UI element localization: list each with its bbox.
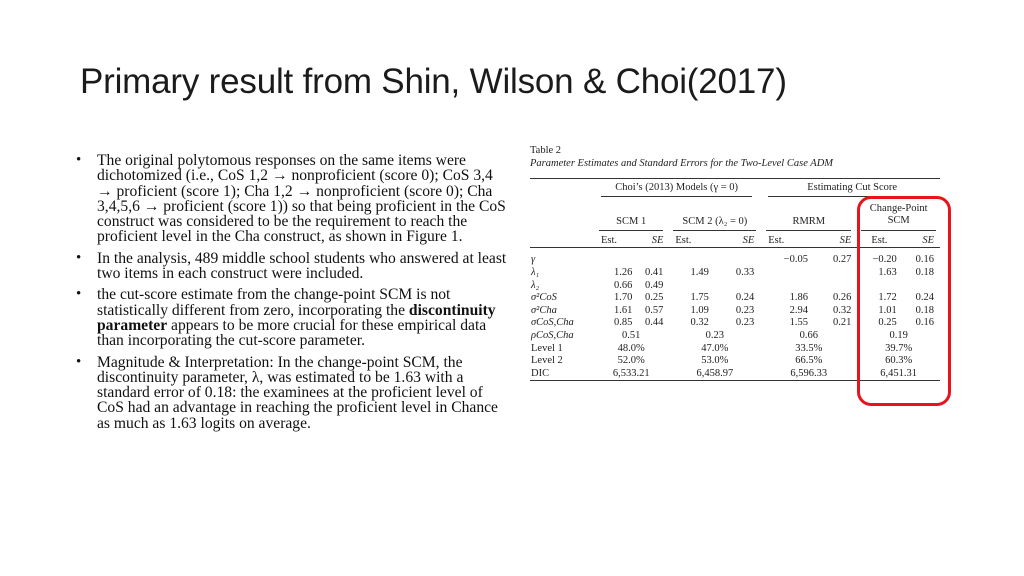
highlight-box xyxy=(857,196,951,406)
table-cell: 53.0% xyxy=(701,355,729,367)
table-cell: 1.55 xyxy=(789,317,808,329)
table-cell: 33.5% xyxy=(795,342,823,354)
table-cell: 0.26 xyxy=(832,292,852,304)
table-cell: 1.01 xyxy=(878,304,897,316)
table-cell: 0.33 xyxy=(735,266,755,278)
table-cell: 1.72 xyxy=(878,292,897,304)
table-cell: 0.16 xyxy=(915,254,934,266)
table-cell: 2.94 xyxy=(789,304,808,316)
slide-title: Primary result from Shin, Wilson & Choi(2017) xyxy=(80,62,787,101)
col-est: Est. xyxy=(600,234,618,246)
row-label: λ₁ xyxy=(531,266,540,278)
col-est: Est. xyxy=(871,234,888,246)
row-label: Level 2 xyxy=(531,355,563,367)
table-cell xyxy=(814,279,857,292)
table-cell: 0.25 xyxy=(645,292,664,304)
table-cell xyxy=(814,266,857,279)
table-cell: 1.63 xyxy=(878,266,897,278)
group-header-cutscore: Estimating Cut Score xyxy=(768,182,936,197)
table-cell: 1.26 xyxy=(614,266,633,278)
table-cell xyxy=(669,254,714,267)
col-est: Est. xyxy=(675,234,692,246)
col-se: SE xyxy=(922,234,934,246)
table-cell xyxy=(760,279,814,292)
table-cell: 6,458.97 xyxy=(696,367,734,379)
bullet-item: • the cut-score estimate from the change-point SCM is not statistically different from zero, incorporating the discontinuity parameter appears to be more crucial for these empirical data than incorporating the cut-score parameter. xyxy=(73,287,509,348)
table-cell xyxy=(593,254,638,267)
table-cell: 0.49 xyxy=(645,279,664,291)
table-cell: 0.57 xyxy=(645,304,664,316)
model-header-scm1: SCM 1 xyxy=(599,210,663,231)
model-header-changepoint: Change-Point SCM xyxy=(861,203,936,231)
row-label: λ₂ xyxy=(531,279,540,291)
col-est: Est. xyxy=(768,234,785,246)
emphasis-discontinuity: discontinuity parameter xyxy=(97,301,496,334)
bullet-list xyxy=(73,153,509,437)
table-cell: 0.32 xyxy=(690,317,709,329)
table-cell: 0.66 xyxy=(614,279,633,291)
table-cell: 66.5% xyxy=(795,355,823,367)
table-cell: 0.19 xyxy=(889,329,908,341)
model-header-rmrm: RMRM xyxy=(766,210,851,231)
table-cell: 0.44 xyxy=(645,317,664,329)
table-cell: 0.27 xyxy=(832,254,852,266)
row-label: σCoS,Cha xyxy=(531,317,574,329)
table-cell: 0.25 xyxy=(878,317,897,329)
table-cell: 6,596.33 xyxy=(790,367,828,379)
row-label: γ xyxy=(531,254,536,266)
row-label: Level 1 xyxy=(531,342,563,354)
table-cell: 1.61 xyxy=(614,304,633,316)
col-se: SE xyxy=(651,234,664,246)
group-header-choi: Choi’s (2013) Models (γ = 0) xyxy=(601,182,752,197)
table-cell xyxy=(638,254,669,267)
col-se: SE xyxy=(839,234,852,246)
table-cell: 1.70 xyxy=(614,292,633,304)
table-cell: 1.75 xyxy=(690,292,709,304)
table-cell: 6,451.31 xyxy=(880,367,918,379)
table-cell: 0.66 xyxy=(799,329,818,341)
table-cell xyxy=(760,266,814,279)
table-cell: 0.23 xyxy=(705,329,725,341)
bullet-item: • In the analysis, 489 middle school students who answered at least two items in each construct were included. xyxy=(73,251,509,282)
table-cell xyxy=(715,254,760,267)
table-cell: 0.51 xyxy=(622,329,641,341)
bullet-item: • Magnitude & Interpretation: In the change-point SCM, the discontinuity parameter, λ, was estimated to be 1.63 with a standard error of 0.18: the examinees at the proficient level of CoS had an advantage in reaching the proficient level in Chance as much as 1.63 logits on average. xyxy=(73,355,509,431)
table-caption: Parameter Estimates and Standard Errors for the Two-Level Case ADM xyxy=(530,158,834,169)
table-cell: 0.24 xyxy=(735,292,755,304)
table-cell: 0.41 xyxy=(645,266,664,278)
table-cell: 0.24 xyxy=(915,292,934,304)
table-cell: 1.09 xyxy=(690,304,709,316)
table-cell: 0.18 xyxy=(915,266,934,278)
row-label: σ²Cha xyxy=(531,304,557,316)
row-label: ρCoS,Cha xyxy=(531,329,574,341)
table-cell: 0.21 xyxy=(832,317,852,329)
table-cell: 0.85 xyxy=(614,317,633,329)
col-se: SE xyxy=(742,234,755,246)
bullet-item: • The original polytomous responses on the same items were dichotomized (i.e., CoS 1,2 → nonproficient (score 0); CoS 3,4 → proficient (score 1); Cha 1,2 → nonproficient (score 0); Cha 3,4,5,6 → proficient (score 1)) so that being proficient in the CoS construct was considered to be the requirement to reach the proficient level in the Cha construct, as shown in Figure 1. xyxy=(73,153,509,245)
table-cell xyxy=(715,279,760,292)
row-label: DIC xyxy=(531,367,550,379)
table-cell: −0.05 xyxy=(783,254,808,266)
table-cell: 0.18 xyxy=(915,304,934,316)
table-cell: 48.0% xyxy=(617,342,645,354)
row-label: σ²CoS xyxy=(531,292,557,304)
table-cell: 60.3% xyxy=(885,355,913,367)
table-cell: 6,533.21 xyxy=(612,367,650,379)
table-cell: 0.32 xyxy=(832,304,852,316)
table-cell: 1.49 xyxy=(690,266,709,278)
table-cell: −0.20 xyxy=(872,254,897,266)
table-cell: 0.23 xyxy=(735,304,755,316)
table-cell xyxy=(669,279,714,292)
table-cell: 1.86 xyxy=(789,292,808,304)
table-number: Table 2 xyxy=(530,145,562,156)
table-cell: 39.7% xyxy=(885,342,913,354)
table-cell: 0.23 xyxy=(735,317,755,329)
table-cell: 0.16 xyxy=(915,317,934,329)
table-cell: 52.0% xyxy=(617,355,645,367)
table-cell: 47.0% xyxy=(701,342,729,354)
model-header-scm2: SCM 2 (λ₂ = 0) xyxy=(673,210,756,231)
